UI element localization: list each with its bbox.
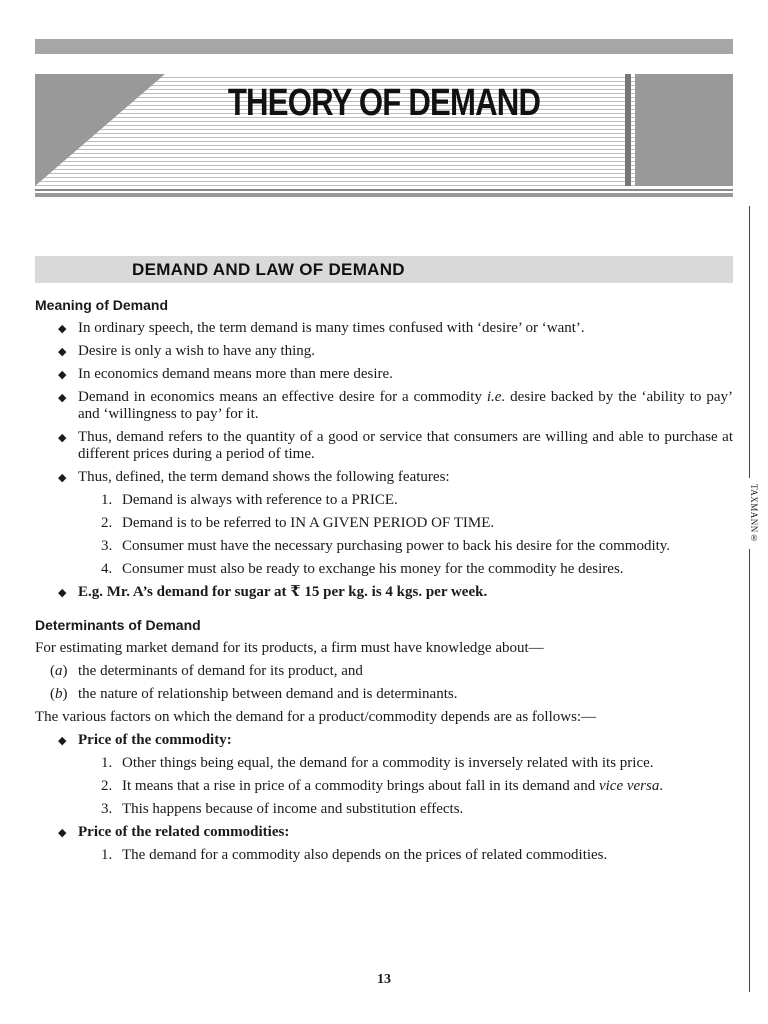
section-heading bbox=[35, 256, 733, 283]
section-title: DEMAND AND LAW OF DEMAND bbox=[132, 260, 405, 279]
price-points bbox=[35, 755, 733, 818]
chapter-title: THEORY OF DEMAND bbox=[227, 82, 541, 124]
list-item: 2. It means that a rise in price of a commodity brings about fall in its demand and vice versa. bbox=[101, 778, 664, 794]
related-heading: Price of the related commodities: bbox=[78, 824, 290, 840]
meaning-heading: Meaning of Demand bbox=[35, 297, 169, 313]
list-item: ◆ Thus, defined, the term demand shows the following features: 1. Demand is always with reference to a PRICE. 2. Demand is to be referred to IN A GIVEN PERIOD OF TIME. 3. Consumer must have the necessary purchasing power to back his desire for the commodity. 4. Consumer must also be ready to exchange his money for the commodity he desires. bbox=[35, 469, 733, 578]
factors-list bbox=[35, 732, 733, 864]
chapter-banner bbox=[35, 74, 733, 186]
diamond-bullet-icon: ◆ bbox=[58, 369, 67, 381]
list-item: ◆ In economics demand means more than mere desire. bbox=[58, 366, 393, 382]
determinants-intro: For estimating market demand for its products, a firm must have knowledge about— bbox=[35, 640, 544, 656]
list-item bbox=[35, 732, 733, 818]
list-item: ◆ In ordinary speech, the term demand is many times confused with ‘desire’ or ‘want’. bbox=[58, 320, 585, 336]
page-content bbox=[35, 297, 733, 864]
factors-intro: The various factors on which the demand for a product/commodity depends are as follows:— bbox=[35, 709, 597, 725]
banner-rule-thick bbox=[35, 193, 733, 197]
list-item: ◆ Desire is only a wish to have any thing. bbox=[58, 343, 316, 359]
list-item: 1. The demand for a commodity also depends on the prices of related commodities. bbox=[101, 847, 608, 863]
related-points bbox=[35, 847, 733, 864]
list-item bbox=[35, 584, 733, 601]
price-heading: Price of the commodity: bbox=[78, 732, 232, 748]
list-item: 3. This happens because of income and substitution effects. bbox=[101, 801, 464, 817]
diamond-bullet-icon: ◆ bbox=[58, 346, 67, 358]
meaning-list bbox=[35, 320, 733, 601]
list-item: (a) the determinants of demand for its product, and bbox=[50, 663, 363, 679]
list-item bbox=[35, 824, 733, 864]
diamond-bullet-icon: ◆ bbox=[58, 432, 67, 444]
top-decor-bar bbox=[35, 39, 733, 54]
list-item: ◆ Demand in economics means an effective desire for a commodity i.e. desire backed by the ‘ability to pay’ and ‘willingness to pay’ for it. bbox=[58, 389, 733, 422]
determinants-heading: Determinants of Demand bbox=[35, 617, 201, 633]
list-item: ◆ Thus, demand refers to the quantity of a good or service that consumers are willing and able to purchase at different prices during a period of time. bbox=[58, 429, 733, 462]
list-item: 2. Demand is to be referred to IN A GIVEN PERIOD OF TIME. bbox=[101, 515, 495, 531]
side-rule bbox=[749, 206, 750, 992]
list-item: 1. Other things being equal, the demand for a commodity is inversely related with its price. bbox=[101, 755, 654, 771]
features-list bbox=[35, 492, 733, 578]
diamond-bullet-icon: ◆ bbox=[58, 587, 67, 599]
list-item: (b) the nature of relationship between demand and is determinants. bbox=[50, 686, 458, 702]
publisher-label: TAXMANN® bbox=[745, 478, 759, 549]
list-item: 4. Consumer must also be ready to exchange his money for the commodity he desires. bbox=[101, 561, 624, 577]
diamond-bullet-icon: ◆ bbox=[58, 472, 67, 484]
list-item: 3. Consumer must have the necessary purchasing power to back his desire for the commodity. bbox=[101, 538, 671, 554]
diamond-bullet-icon: ◆ bbox=[58, 827, 67, 839]
example-text: E.g. Mr. A’s demand for sugar at ₹ 15 per kg. is 4 kgs. per week. bbox=[78, 584, 488, 600]
diamond-bullet-icon: ◆ bbox=[58, 392, 67, 404]
banner-rule-thin bbox=[35, 189, 733, 191]
banner-block bbox=[635, 74, 733, 186]
diamond-bullet-icon: ◆ bbox=[58, 735, 67, 747]
page-number: 13 bbox=[377, 972, 391, 987]
banner-stripe bbox=[625, 74, 631, 186]
list-item: 1. Demand is always with reference to a PRICE. bbox=[101, 492, 398, 508]
diamond-bullet-icon: ◆ bbox=[58, 323, 67, 335]
